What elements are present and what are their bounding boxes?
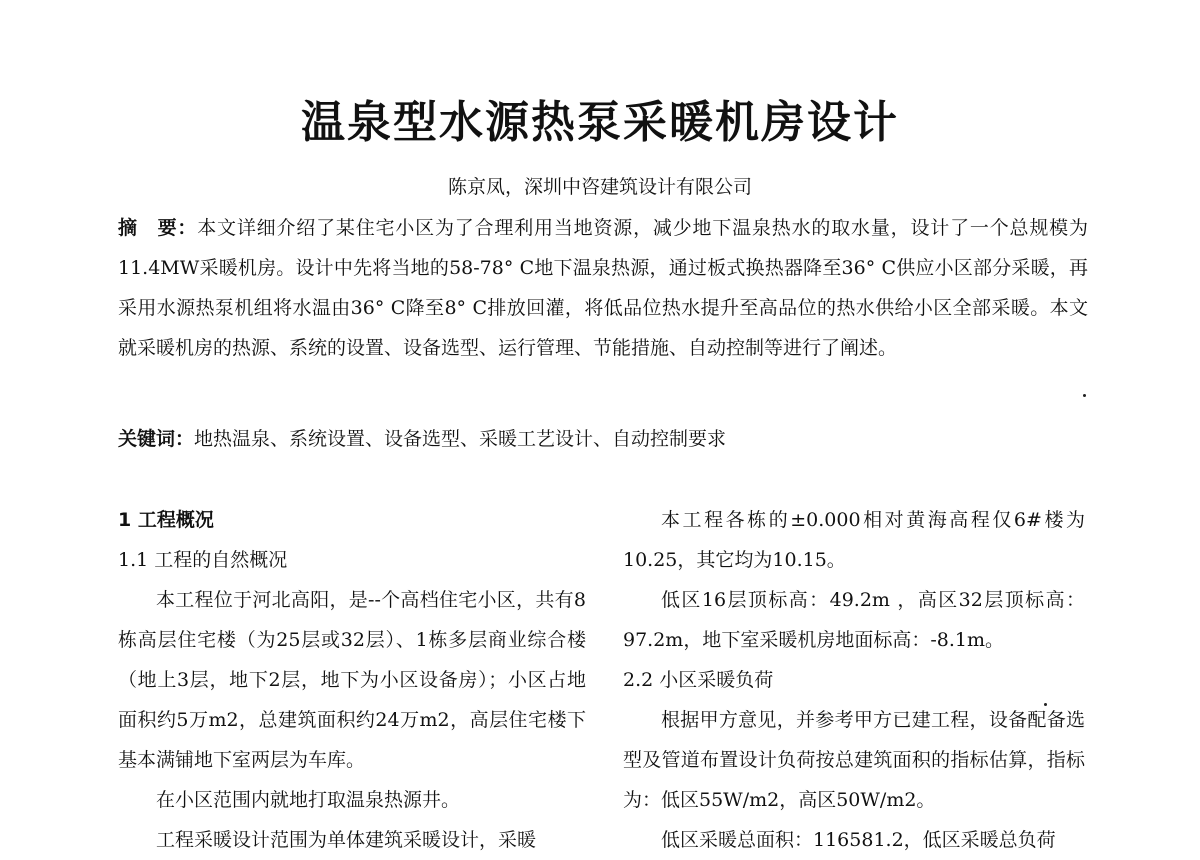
paragraph: 低区采暖总面积：116581.2，低区采暖总负荷 <box>661 829 1056 851</box>
paper-title: 温泉型水源热泵采暖机房设计 <box>301 97 899 148</box>
keywords-label: 关键词： <box>118 428 195 450</box>
keywords-text: 地热温泉、系统设置、设备选型、采暖工艺设计、自动控制要求 <box>194 428 727 450</box>
scan-speck <box>1044 703 1047 706</box>
section-heading: 1 工程概况 <box>118 509 214 531</box>
right-column <box>623 500 1085 860</box>
paragraph: 根据甲方意见，并参考甲方已建工程，设备配备选型及管道布置设计负荷按总建筑面积的指标估算，指标为：低区55W/m2，高区50W/m2。 <box>623 709 1085 811</box>
author-line: 陈京凤，深圳中咨建筑设计有限公司 <box>447 176 752 198</box>
paragraph: 在小区范围内就地打取温泉热源井。 <box>156 789 461 811</box>
paragraph: 本工程各栋的±0.000相对黄海高程仅6#楼为10.25，其它均为10.15。 <box>623 509 1085 571</box>
subsection-heading: 2.2 小区采暖负荷 <box>623 669 774 691</box>
paragraph: 本工程位于河北高阳，是--个高档住宅小区，共有8栋高层住宅楼（为25层或32层）、1栋多层商业综合楼（地上3层，地下2层，地下为小区设备房）；小区占地面积约5万m2，总建筑面积约24万m2，高层住宅楼下基本满铺地下室两层为车库。 <box>118 589 586 771</box>
scan-speck <box>1083 394 1086 397</box>
abstract-text: 本文详细介绍了某住宅小区为了合理利用当地资源，减少地下温泉热水的取水量，设计了一个总规模为11.4MW采暖机房。设计中先将当地的58-78° C地下温泉热源，通过板式换热器降至36° C供应小区部分采暖，再采用水源热泵机组将水温由36° C降至8° C排放回灌，将低品位热水提升至高品位的热水供给小区全部采暖。本文就采暖机房的热源、系统的设置、设备选型、运行管理、节能措施、自动控制等进行了阐述。 <box>118 217 1088 359</box>
paragraph: 低区16层顶标高：49.2m ，高区32层顶标高：97.2m，地下室采暖机房地面标高：-8.1m。 <box>623 589 1085 651</box>
abstract-label: 摘 要： <box>118 217 198 239</box>
paragraph: 工程采暖设计范围为单体建筑采暖设计，采暖 <box>156 829 537 851</box>
keywords <box>118 419 1088 459</box>
abstract <box>118 208 1088 368</box>
left-column <box>118 500 586 860</box>
subsection-heading: 1.1 工程的自然概况 <box>118 549 288 571</box>
